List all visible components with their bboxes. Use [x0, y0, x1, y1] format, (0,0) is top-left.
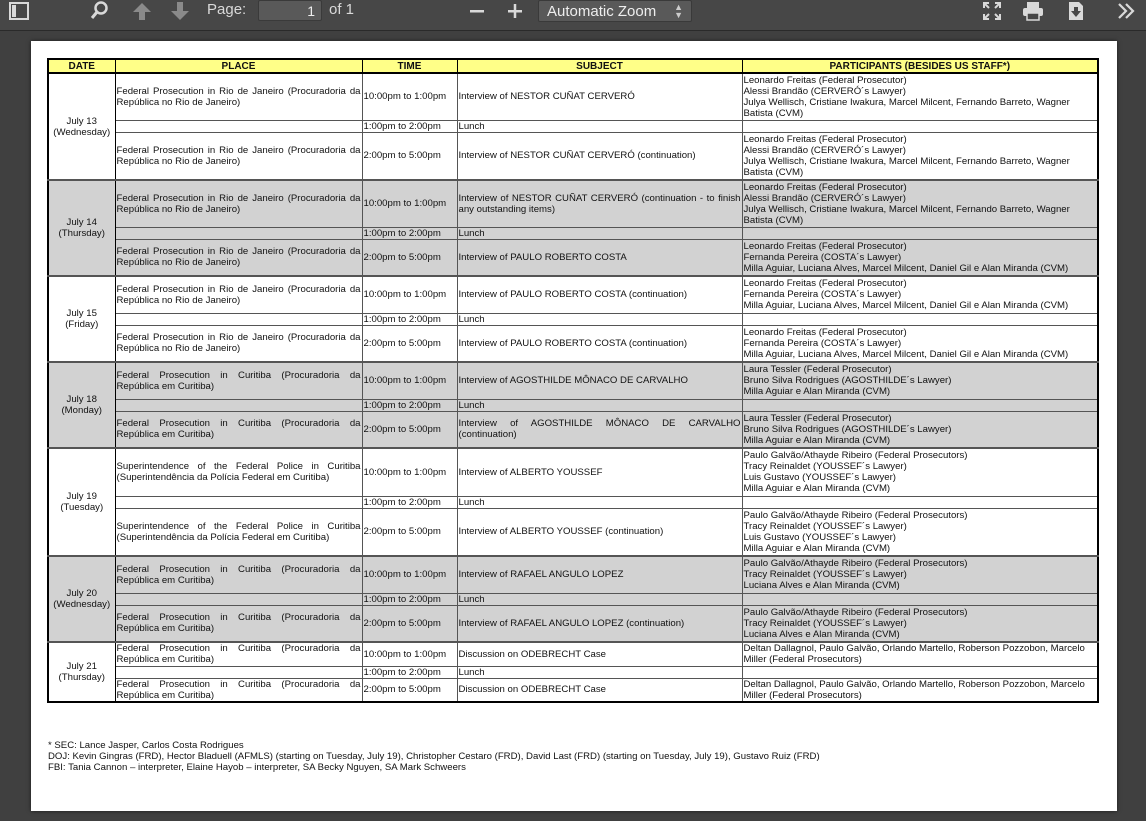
table-row	[48, 642, 1098, 666]
time-cell: 2:00pm to 5:00pm	[362, 508, 457, 556]
time-cell: 2:00pm to 5:00pm	[362, 239, 457, 276]
chevron-updown-icon: ▲ ▼	[674, 2, 683, 20]
search-icon[interactable]	[88, 0, 112, 22]
table-row	[48, 556, 1098, 593]
table-row	[48, 227, 1098, 239]
header-row	[48, 59, 1098, 73]
participants-cell	[742, 313, 1098, 325]
date-cell: July 15 (Friday)	[48, 276, 115, 362]
participants-cell: Paulo Galvão/Athayde Ribeiro (Federal Prosecutors) Tracy Reinaldet (YOUSSEF´s Lawyer) Luis Gustavo (YOUSSEF´s Lawyer) Milla Aguiar e Alan Miranda (CVM)	[742, 508, 1098, 556]
participants-cell: Paulo Galvão/Athayde Ribeiro (Federal Prosecutors) Tracy Reinaldet (YOUSSEF´s Lawyer) Luis Gustavo (YOUSSEF´s Lawyer) Milla Aguiar e Alan Miranda (CVM)	[742, 448, 1098, 496]
place-cell: Federal Prosecution in Rio de Janeiro (Procuradoria da República no Rio de Janeiro)	[115, 73, 362, 120]
page-total: of 1	[329, 1, 355, 18]
double-chevron-right-icon[interactable]	[1114, 0, 1138, 22]
table-row	[48, 239, 1098, 276]
date-cell: July 18 (Monday)	[48, 362, 115, 448]
table-row	[48, 508, 1098, 556]
schedule-body	[48, 73, 1098, 702]
date-cell: July 13 (Wednesday)	[48, 73, 115, 180]
subject-cell: Lunch	[457, 313, 742, 325]
subject-cell: Lunch	[457, 666, 742, 678]
minus-icon[interactable]	[466, 0, 488, 22]
table-row	[48, 666, 1098, 678]
plus-icon[interactable]	[504, 0, 526, 22]
schedule-table	[47, 58, 1099, 703]
place-cell	[115, 313, 362, 325]
place-cell: Federal Prosecution in Curitiba (Procuradoria da República em Curitiba)	[116, 643, 361, 666]
zoom-select-value: Automatic Zoom	[547, 2, 657, 20]
place-cell: Federal Prosecution in Curitiba (Procuradoria da República em Curitiba)	[115, 605, 362, 642]
time-cell: 10:00pm to 1:00pm	[362, 362, 457, 399]
time-cell: 2:00pm to 5:00pm	[362, 605, 457, 642]
participants-cell: Deltan Dallagnol, Paulo Galvão, Orlando Martello, Roberson Pozzobon, Marcelo Miller (Federal Prosecutors)	[742, 678, 1098, 702]
participants-cell: Laura Tessler (Federal Prosecutor) Bruno Silva Rodrigues (AGOSTHILDE´s Lawyer) Milla Aguiar e Alan Miranda (CVM)	[742, 362, 1098, 399]
subject-cell: Interview of NESTOR CUÑAT CERVERÓ	[457, 73, 742, 120]
subject-cell: Interview of PAULO ROBERTO COSTA (continuation)	[457, 276, 742, 313]
time-cell: 10:00pm to 1:00pm	[362, 448, 457, 496]
subject-cell: Interview of RAFAEL ANGULO LOPEZ (continuation)	[457, 605, 742, 642]
time-cell: 2:00pm to 5:00pm	[362, 411, 457, 448]
subject-cell: Interview of ALBERTO YOUSSEF	[457, 448, 742, 496]
time-cell: 1:00pm to 2:00pm	[362, 399, 457, 411]
place-cell: Federal Prosecution in Rio de Janeiro (Procuradoria da República no Rio de Janeiro)	[115, 325, 362, 362]
date-cell: July 14 (Thursday)	[48, 180, 115, 276]
pdf-toolbar	[0, 0, 1146, 31]
place-cell: Federal Prosecution in Curitiba (Procuradoria da República em Curitiba)	[115, 362, 362, 399]
place-cell	[115, 120, 362, 132]
footnote-doj: DOJ: Kevin Gingras (FRD), Hector Bladuell (AFMLS) (starting on Tuesday, July 19), Christopher Cestaro (FRD), David Last (FRD) (starting on Tuesday, July 19), Gustavo Ruiz (FRD)	[48, 751, 820, 762]
subject-cell: Interview of NESTOR CUÑAT CERVERÓ (continuation - to finish any outstanding items)	[457, 180, 742, 227]
subject-cell: Lunch	[457, 593, 742, 605]
subject-cell: Interview of PAULO ROBERTO COSTA	[457, 239, 742, 276]
table-row	[48, 180, 1098, 227]
table-row	[48, 605, 1098, 642]
participants-cell	[742, 593, 1098, 605]
place-cell: Superintendence of the Federal Police in Curitiba (Superintendência da Polícia Federal em Curitiba)	[115, 448, 362, 496]
participants-cell: Paulo Galvão/Athayde Ribeiro (Federal Prosecutors) Tracy Reinaldet (YOUSSEF´s Lawyer) Luciana Alves e Alan Miranda (CVM)	[742, 605, 1098, 642]
place-cell: Superintendence of the Federal Police in Curitiba (Superintendência da Polícia Federal em Curitiba)	[115, 508, 362, 556]
participants-cell: Deltan Dallagnol, Paulo Galvão, Orlando Martello, Roberson Pozzobon, Marcelo Miller (Federal Prosecutors)	[742, 642, 1098, 666]
pdf-page	[31, 41, 1117, 811]
arrow-up-icon[interactable]	[130, 0, 154, 22]
place-cell: Federal Prosecution in Rio de Janeiro (Procuradoria da República no Rio de Janeiro)	[115, 276, 362, 313]
participants-cell: Leonardo Freitas (Federal Prosecutor) Alessi Brandão (CERVERÓ´s Lawyer) Julya Wellisch, Cristiane Iwakura, Marcel Milcent, Fernando Barreto, Wagner Batista (CVM)	[742, 73, 1098, 120]
table-row	[48, 73, 1098, 120]
time-cell: 1:00pm to 2:00pm	[362, 313, 457, 325]
subject-cell: Interview of NESTOR CUÑAT CERVERÓ (continuation)	[457, 132, 742, 180]
place-cell	[115, 399, 362, 411]
subject-cell: Discussion on ODEBRECHT Case	[457, 678, 742, 702]
table-row	[48, 276, 1098, 313]
subject-cell: Interview of ALBERTO YOUSSEF (continuation)	[457, 508, 742, 556]
place-cell	[115, 666, 362, 678]
participants-cell: Laura Tessler (Federal Prosecutor) Bruno Silva Rodrigues (AGOSTHILDE´s Lawyer) Milla Aguiar e Alan Miranda (CVM)	[742, 411, 1098, 448]
print-icon[interactable]	[1020, 0, 1046, 22]
table-row	[48, 496, 1098, 508]
column-header-date: DATE	[48, 59, 115, 73]
participants-cell: Leonardo Freitas (Federal Prosecutor) Alessi Brandão (CERVERÓ´s Lawyer) Julya Wellisch, Cristiane Iwakura, Marcel Milcent, Fernando Barreto, Wagner Batista (CVM)	[742, 132, 1098, 180]
subject-cell: Lunch	[457, 399, 742, 411]
time-cell: 1:00pm to 2:00pm	[362, 120, 457, 132]
time-cell: 10:00pm to 1:00pm	[362, 556, 457, 593]
fullscreen-icon[interactable]	[980, 0, 1004, 22]
column-header-participants: PARTICIPANTS (BESIDES US STAFF*)	[742, 59, 1098, 73]
time-cell: 2:00pm to 5:00pm	[362, 678, 457, 702]
table-row	[48, 313, 1098, 325]
time-cell: 10:00pm to 1:00pm	[362, 180, 457, 227]
table-row	[48, 399, 1098, 411]
participants-cell: Paulo Galvão/Athayde Ribeiro (Federal Prosecutors) Tracy Reinaldet (YOUSSEF´s Lawyer) Luciana Alves e Alan Miranda (CVM)	[742, 556, 1098, 593]
subject-cell: Interview of AGOSTHILDE MÔNACO DE CARVALHO	[457, 362, 742, 399]
time-cell: 10:00pm to 1:00pm	[362, 276, 457, 313]
participants-cell	[742, 399, 1098, 411]
place-cell: Federal Prosecution in Curitiba (Procuradoria da República em Curitiba)	[116, 678, 361, 701]
column-header-place: PLACE	[115, 59, 362, 73]
time-cell: 10:00pm to 1:00pm	[362, 642, 457, 666]
place-cell	[115, 227, 362, 239]
table-row	[48, 325, 1098, 362]
page-number-input[interactable]	[258, 0, 322, 21]
page-label: Page:	[207, 1, 247, 18]
place-cell: Federal Prosecution in Curitiba (Procuradoria da República em Curitiba)	[115, 556, 362, 593]
subject-cell: Lunch	[457, 496, 742, 508]
date-cell: July 21 (Thursday)	[48, 642, 115, 702]
participants-cell	[742, 227, 1098, 239]
time-cell: 1:00pm to 2:00pm	[362, 496, 457, 508]
participants-cell: Leonardo Freitas (Federal Prosecutor) Alessi Brandão (CERVERÓ´s Lawyer) Julya Wellisch, Cristiane Iwakura, Marcel Milcent, Fernando Barreto, Wagner Batista (CVM)	[742, 180, 1098, 227]
participants-cell: Leonardo Freitas (Federal Prosecutor) Fernanda Pereira (COSTA´s Lawyer) Milla Aguiar, Luciana Alves, Marcel Milcent, Daniel Gil e Alan Miranda (CVM)	[742, 276, 1098, 313]
subject-cell: Interview of AGOSTHILDE MÔNACO DE CARVALHO (continuation)	[457, 411, 742, 448]
time-cell: 1:00pm to 2:00pm	[362, 666, 457, 678]
table-row	[48, 362, 1098, 399]
date-cell: July 20 (Wednesday)	[48, 556, 115, 642]
participants-cell	[742, 120, 1098, 132]
download-icon[interactable]	[1064, 0, 1088, 22]
time-cell: 2:00pm to 5:00pm	[362, 132, 457, 180]
time-cell: 10:00pm to 1:00pm	[362, 73, 457, 120]
table-row	[48, 678, 1098, 702]
table-row	[48, 411, 1098, 448]
time-cell: 1:00pm to 2:00pm	[362, 227, 457, 239]
table-row	[48, 132, 1098, 180]
subject-cell: Lunch	[457, 120, 742, 132]
arrow-down-icon[interactable]	[168, 0, 192, 22]
zoom-select[interactable]	[538, 0, 692, 22]
participants-cell	[742, 666, 1098, 678]
table-row	[48, 448, 1098, 496]
participants-cell: Leonardo Freitas (Federal Prosecutor) Fernanda Pereira (COSTA´s Lawyer) Milla Aguiar, Luciana Alves, Marcel Milcent, Daniel Gil e Alan Miranda (CVM)	[742, 325, 1098, 362]
place-cell: Federal Prosecution in Curitiba (Procuradoria da República em Curitiba)	[115, 411, 362, 448]
place-cell: Federal Prosecution in Rio de Janeiro (Procuradoria da República no Rio de Janeiro)	[115, 180, 362, 227]
place-cell: Federal Prosecution in Rio de Janeiro (Procuradoria da República no Rio de Janeiro)	[115, 132, 362, 180]
subject-cell: Lunch	[457, 227, 742, 239]
column-header-subject: SUBJECT	[457, 59, 742, 73]
table-row	[48, 593, 1098, 605]
footnote-sec: * SEC: Lance Jasper, Carlos Costa Rodrigues	[48, 740, 244, 751]
footnote-fbi: FBI: Tania Cannon – interpreter, Elaine Hayob – interpreter, SA Becky Nguyen, SA Mark Schweers	[48, 762, 466, 773]
time-cell: 1:00pm to 2:00pm	[362, 593, 457, 605]
place-cell	[115, 593, 362, 605]
sidebar-toggle-icon[interactable]	[8, 0, 30, 22]
footnotes	[48, 740, 820, 773]
column-header-time: TIME	[362, 59, 457, 73]
place-cell	[115, 496, 362, 508]
place-cell: Federal Prosecution in Rio de Janeiro (Procuradoria da República no Rio de Janeiro)	[115, 239, 362, 276]
document-viewer[interactable]	[0, 31, 1146, 821]
table-row	[48, 120, 1098, 132]
subject-cell: Discussion on ODEBRECHT Case	[457, 642, 742, 666]
participants-cell	[742, 496, 1098, 508]
subject-cell: Interview of PAULO ROBERTO COSTA (continuation)	[457, 325, 742, 362]
time-cell: 2:00pm to 5:00pm	[362, 325, 457, 362]
date-cell: July 19 (Tuesday)	[48, 448, 115, 556]
participants-cell: Leonardo Freitas (Federal Prosecutor) Fernanda Pereira (COSTA´s Lawyer) Milla Aguiar, Luciana Alves, Marcel Milcent, Daniel Gil e Alan Miranda (CVM)	[742, 239, 1098, 276]
subject-cell: Interview of RAFAEL ANGULO LOPEZ	[457, 556, 742, 593]
